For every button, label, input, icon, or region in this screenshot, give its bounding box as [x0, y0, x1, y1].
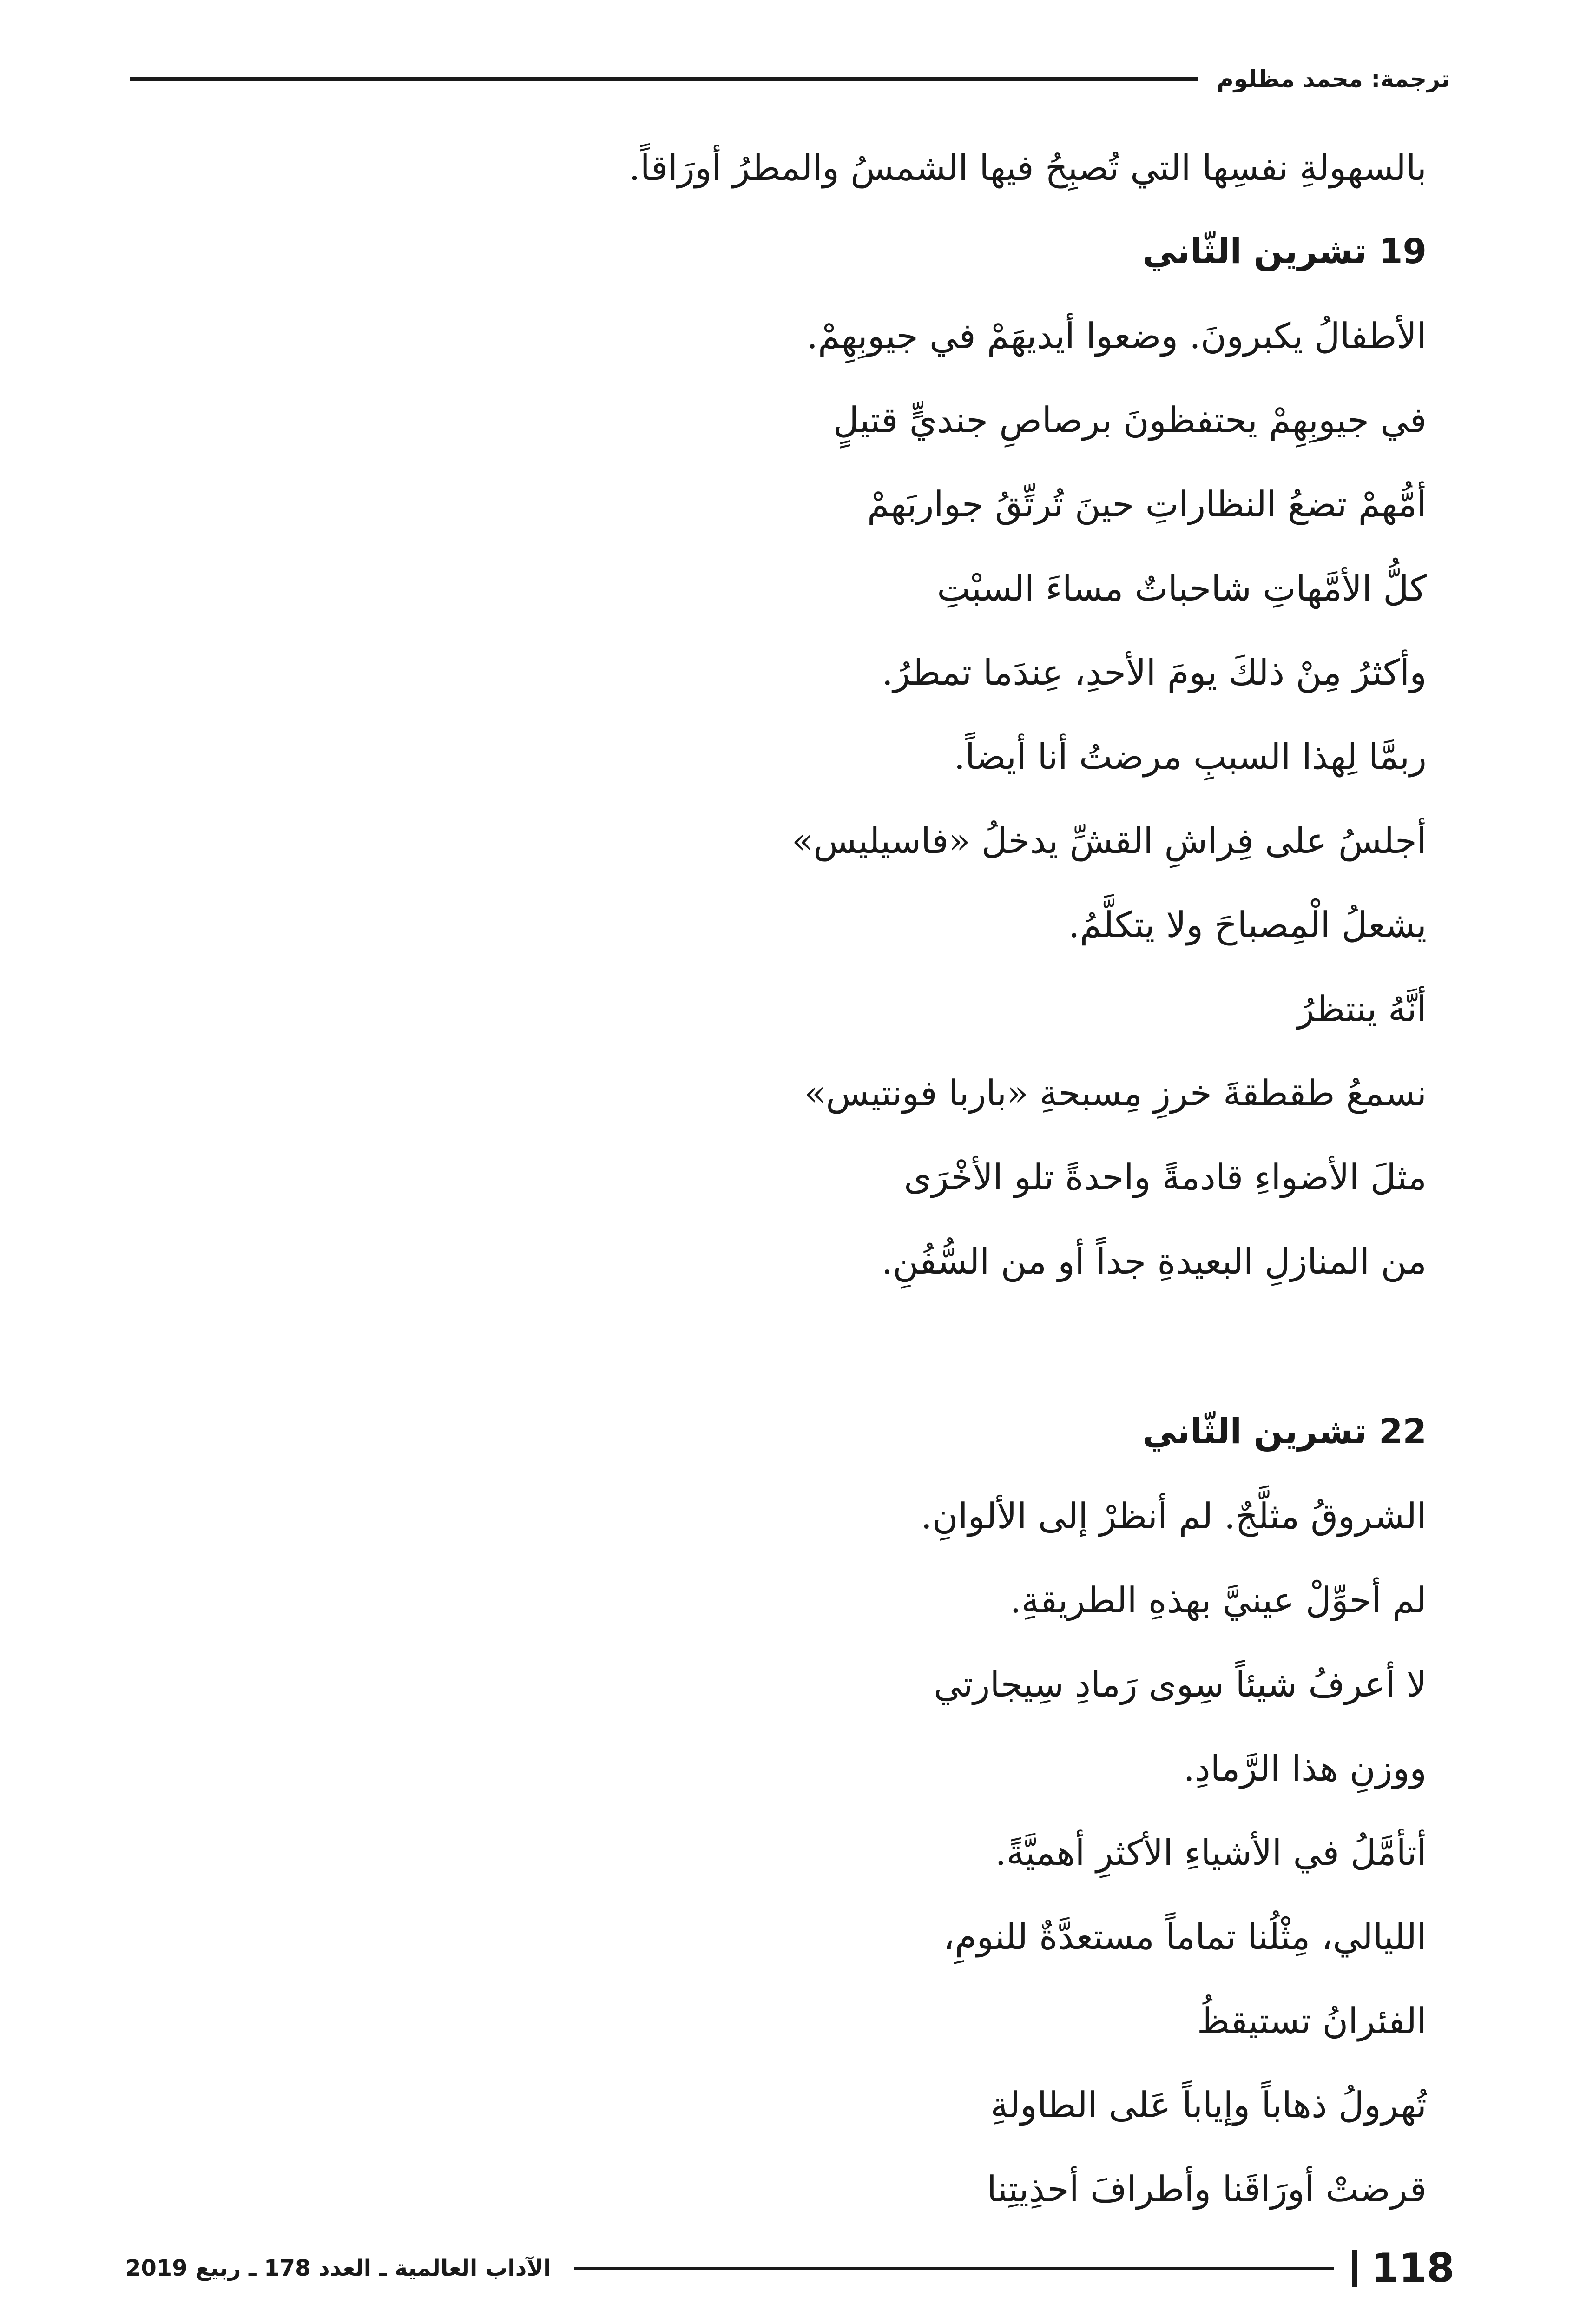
page-header: [130, 51, 1450, 107]
section-gap: [172, 1303, 1427, 1390]
poem-line: تُهرولُ ذهاباً وإياباً عَلى الطاولةِ: [990, 2084, 1427, 2126]
translator-credit: ترجمة: محمد مظلوم: [1216, 66, 1450, 92]
page-number: 118: [1371, 2245, 1455, 2291]
poem-line: أجلسُ على فِراشِ القشِّ يدخلُ «فاسيليس»: [791, 820, 1427, 861]
poem-body: [172, 125, 1427, 2231]
poem-line: الفئرانُ تستيقظُ: [1197, 2000, 1427, 2041]
header-rule: [130, 77, 1198, 81]
poem-line: الليالي، مِثْلُنا تماماً مستعدَّةٌ للنومِ،: [943, 1916, 1427, 1957]
footer-divider-bar: [1352, 2250, 1357, 2287]
opening-line: بالسهولةِ نفسِها التي تُصبِحُ فيها الشمسُ والمطرُ أورَاقاً.: [629, 147, 1427, 188]
poem-line: من المنازلِ البعيدةِ جداً أو من السُّفُنِ.: [881, 1241, 1427, 1282]
poem-line: ووزنِ هذا الرَّمادِ.: [1183, 1748, 1427, 1789]
poem-line: أمُّهمْ تضعُ النظاراتِ حينَ تُرتِّقُ جواربَهمْ: [867, 483, 1427, 525]
poem-line: أتأمَّلُ في الأشياءِ الأكثرِ أهميَّةً.: [995, 1832, 1427, 1873]
poem-line: كلُّ الأمَّهاتِ شاحباتٌ مساءَ السبْتِ: [937, 568, 1427, 609]
page-footer: [125, 2240, 1455, 2296]
poem-line: لا أعرفُ شيئاً سِوى رَمادِ سِيجارتي: [934, 1664, 1427, 1705]
poem-line: وأكثرُ مِنْ ذلكَ يومَ الأحدِ، عِندَما تمطرُ.: [882, 652, 1427, 693]
poem-line: في جيوبِهِمْ يحتفظونَ برصاصِ جنديٍّ قتيلٍ: [833, 399, 1427, 441]
poem-line: الأطفالُ يكبرونَ. وضعوا أيديهَمْ في جيوبِهِمْ.: [806, 315, 1427, 357]
poem-line: ربمَّا لِهذا السببِ مرضتُ أنا أيضاً.: [954, 736, 1427, 777]
section-heading-nov-19: 19 تشرين الثّاني: [1142, 231, 1427, 271]
poem-line: قرضتْ أورَاقَنا وأطرافَ أحذِيتِنا: [987, 2168, 1427, 2210]
poem-line: مثلَ الأضواءِ قادمةً واحدةً تلو الأخْرَى: [904, 1156, 1427, 1198]
poem-line: الشروقُ مثلَّجٌ. لم أنظرْ إلى الألوانِ.: [921, 1495, 1427, 1537]
poem-line: يشعلُ الْمِصباحَ ولا يتكلَّمُ.: [1068, 904, 1427, 945]
poem-line: أنَّهُ ينتظرُ: [1297, 988, 1427, 1030]
section-heading-nov-22: 22 تشرين الثّاني: [1142, 1412, 1427, 1452]
footer-rule: [574, 2267, 1334, 2270]
poem-line: نسمعُ طقطقةَ خرزِ مِسبحةِ «باربا فونتيس»: [804, 1072, 1427, 1114]
publication-info: الآداب العالمية ـ العدد 178 ـ ربيع 2019: [125, 2255, 551, 2281]
poem-line: لم أحوِّلْ عينيَّ بهذهِ الطريقةِ.: [1010, 1579, 1427, 1621]
